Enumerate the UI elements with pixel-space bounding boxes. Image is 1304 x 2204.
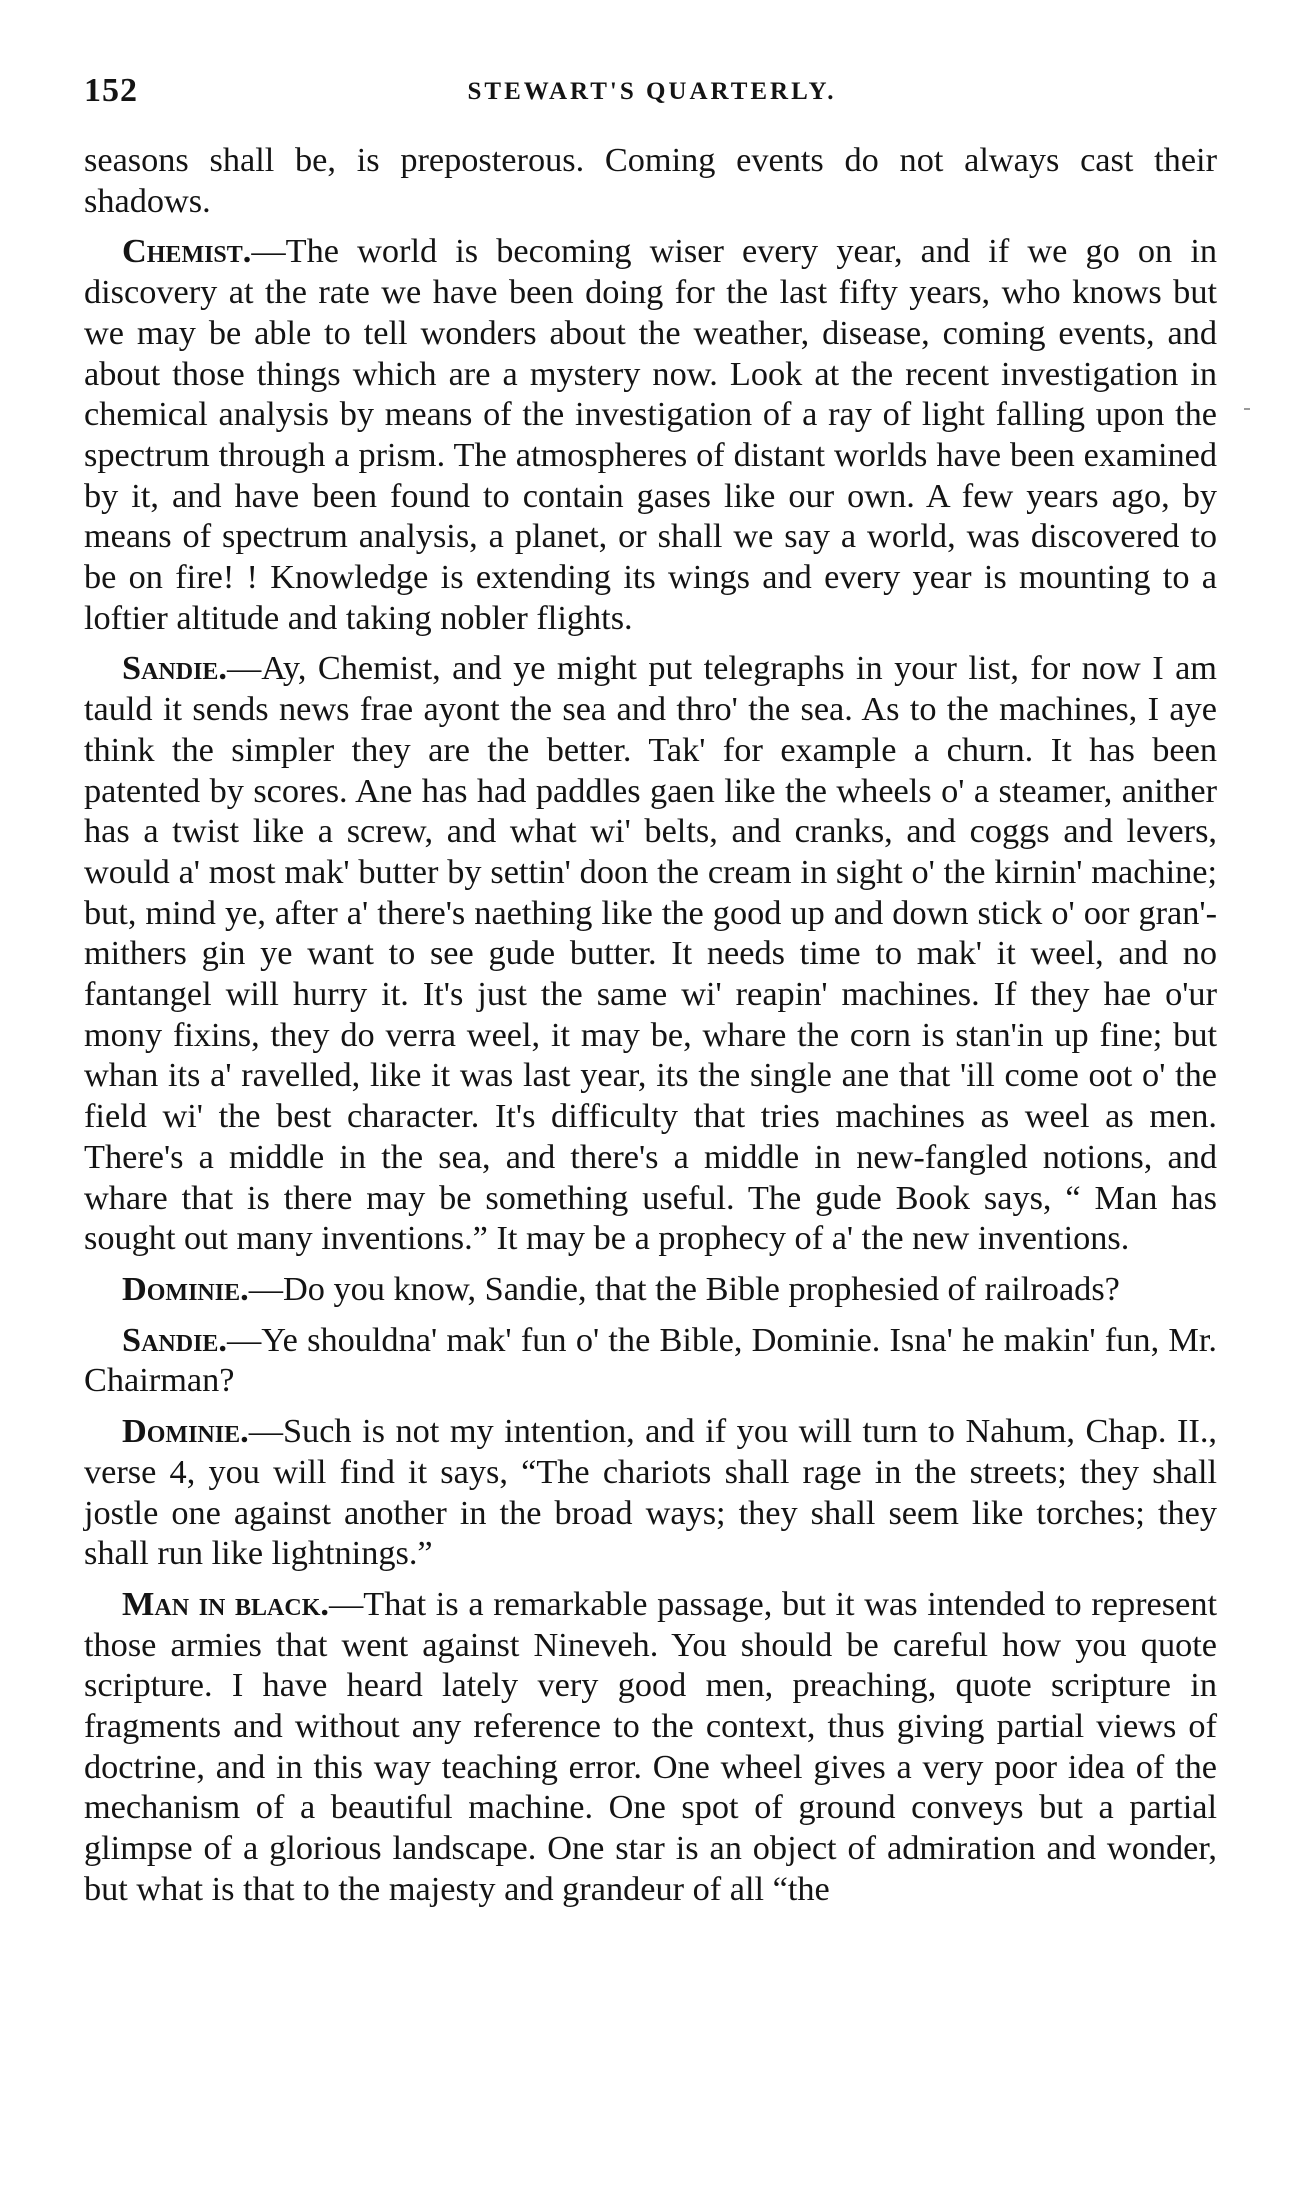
speech-text: —Do you know, Sandie, that the Bible prophesied of railroads?: [248, 1269, 1120, 1308]
page-number: 152: [84, 72, 138, 109]
sandie-speech: [84, 648, 1217, 1259]
page-body: [84, 140, 1217, 1920]
speaker-name: Sandie.: [122, 1320, 227, 1359]
speech-text: —The world is becoming wiser every year, and if we go on in discovery at the rate we have been doing for the last fifty years, who knows but we may be able to tell wonders about the weather, disease, coming events, and about those things which are a mystery now. Look at the recent investigation in chemical analysis by means of the investigation of a ray of light falling upon the spectrum through a prism. The atmospheres of distant worlds have been examined by it, and have been found to contain gases like our own. A few years ago, by means of spectrum analysis, a planet, or shall we say a world, was discovered to be on fire! ! Knowledge is extending its wings and every year is mounting to a loftier altitude and taking nobler flights.: [84, 232, 1217, 637]
speech-text: —That is a remarkable passage, but it was intended to represent those armies that went against Nineveh. You should be careful how you quote scripture. I have heard lately very good men, preaching, quote scripture in fragments and without any reference to the context, thus giving partial views of doctrine, and in this way teaching error. One wheel gives a very poor idea of the mechanism of a beautiful machine. One spot of ground conveys but a partial glimpse of a glorious landscape. One star is an object of admiration and wonder, but what is that to the majesty and grandeur of all “the: [84, 1584, 1217, 1908]
speech-text: —Such is not my intention, and if you will turn to Nahum, Chap. II., verse 4, you will find it says, “The chariots shall rage in the streets; they shall jostle one against another in the broad ways; they shall seem like torches; they shall run like lightnings.”: [84, 1412, 1217, 1573]
sandie-speech: [84, 1320, 1217, 1401]
chemist-speech: [84, 231, 1217, 638]
dominie-speech: [84, 1411, 1217, 1574]
running-head: [84, 72, 1220, 120]
speaker-name: Dominie.: [122, 1412, 249, 1451]
speaker-name: Chemist.: [122, 232, 252, 271]
journal-title: STEWART'S QUARTERLY.: [467, 78, 837, 105]
paragraph-text: seasons shall be, is preposterous. Coming events do not always cast their shadows.: [84, 141, 1217, 220]
dominie-speech: [84, 1269, 1217, 1310]
speech-text: —Ay, Chemist, and ye might put telegraphs in your list, for now I am tauld it sends news frae ayont the sea and thro' the sea. As to the machines, I aye think the simpler they are the better. Tak' for example a churn. It has been patented by scores. Ane has had paddles gaen like the wheels o' a steamer, anither has a twist like a screw, and what wi' belts, and cranks, and coggs and levers, would a' most mak' butter by settin' doon the cream in sight o' the kirnin' machine; but, mind ye, after a' there's naething like the good up and down stick o' oor gran'-mithers gin ye want to see gude butter. It needs time to mak' it weel, and no fantangel will hurry it. It's just the same wi' reapin' machines. If they hae o'ur mony fixins, they do verra weel, it may be, whare the corn is stan'in up fine; but whan its a' ravelled, like it was last year, its the single ane that 'ill come oot o' the field wi' the best character. It's difficulty that tries machines as weel as men. There's a middle in the sea, and there's a middle in new-fangled notions, and whare that is there may be something useful. The gude Book says, “ Man has sought out many inventions.” It may be a prophecy of a' the new inventions.: [84, 649, 1217, 1258]
speaker-name: Sandie.: [122, 649, 227, 688]
speaker-name: Man in black.: [122, 1584, 329, 1623]
continued-paragraph: [84, 140, 1217, 221]
speech-text: —Ye shouldna' mak' fun o' the Bible, Dominie. Isna' he makin' fun, Mr. Chairman?: [84, 1320, 1217, 1400]
man-in-black-speech: [84, 1584, 1217, 1910]
margin-speck: [1244, 408, 1250, 410]
speaker-name: Dominie.: [122, 1269, 249, 1308]
